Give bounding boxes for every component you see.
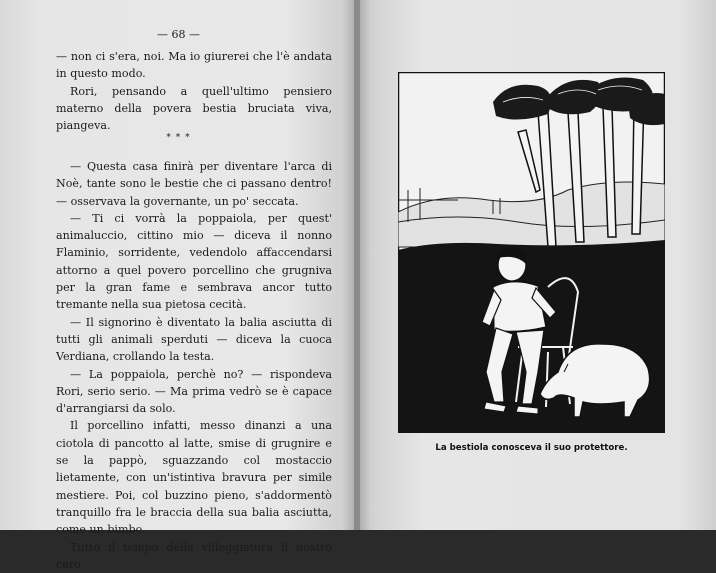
- separator-asterisks: * * *: [166, 133, 191, 143]
- book-gutter: [354, 0, 360, 530]
- paragraph: — non ci s'era, noi. Ma io giurerei che l'è andata in questo modo.: [56, 50, 332, 81]
- paragraph: Rori, pensando a quell'ultimo pensiero materno della povera bestia bruciata viva, piangeva.: [56, 84, 332, 133]
- paragraph: Tutto il tempo della villeggiatura il nostro caro: [56, 540, 332, 571]
- paragraph: — Questa casa finirà per diventare l'arca di Noè, tante sono le bestie che ci passano dentro! — osservava la governante, un po' seccata.: [56, 160, 332, 208]
- paragraph: — La poppaiola, perchè no? — rispondeva Rori, serio serio. — Ma prima vedrò se è capace d'arrangiarsi da solo.: [56, 367, 332, 416]
- paragraph: — Ti ci vorrà la poppaiola, per quest' animaluccio, cittino mio — diceva il nonno Flaminio, sorridente, vedendolo affaccendarsi attorno a quel povero porcellino che grugniva per la gran fame e sembrava ancor tutto tremante nella sua pietosa cecità.: [56, 211, 332, 312]
- paragraph: — Il signorino è diventato la balia asciutta di tutti gli animali sperduti — diceva la cuoca Verdiana, crollando la testa.: [56, 315, 332, 364]
- illustration-caption: La bestiola conosceva il suo protettore.: [435, 443, 628, 453]
- illustration-boy-with-piglet: [398, 72, 665, 433]
- opening-text: [56, 48, 332, 134]
- paragraph: Il porcellino infatti, messo dinanzi a una ciotola di pancotto al latte, smise di grugnire e se la pappò, sguazzando col mostaccio lietamente, con un'istintiva bravura per simile mestiere. Poi, col buzzino pieno, s'addormentò tranquillo fra le braccia della sua balia asciutta, come un bimbo.: [56, 419, 332, 537]
- main-text: [56, 158, 332, 573]
- section-separator: [0, 135, 357, 142]
- page-number: — 68 —: [157, 28, 200, 41]
